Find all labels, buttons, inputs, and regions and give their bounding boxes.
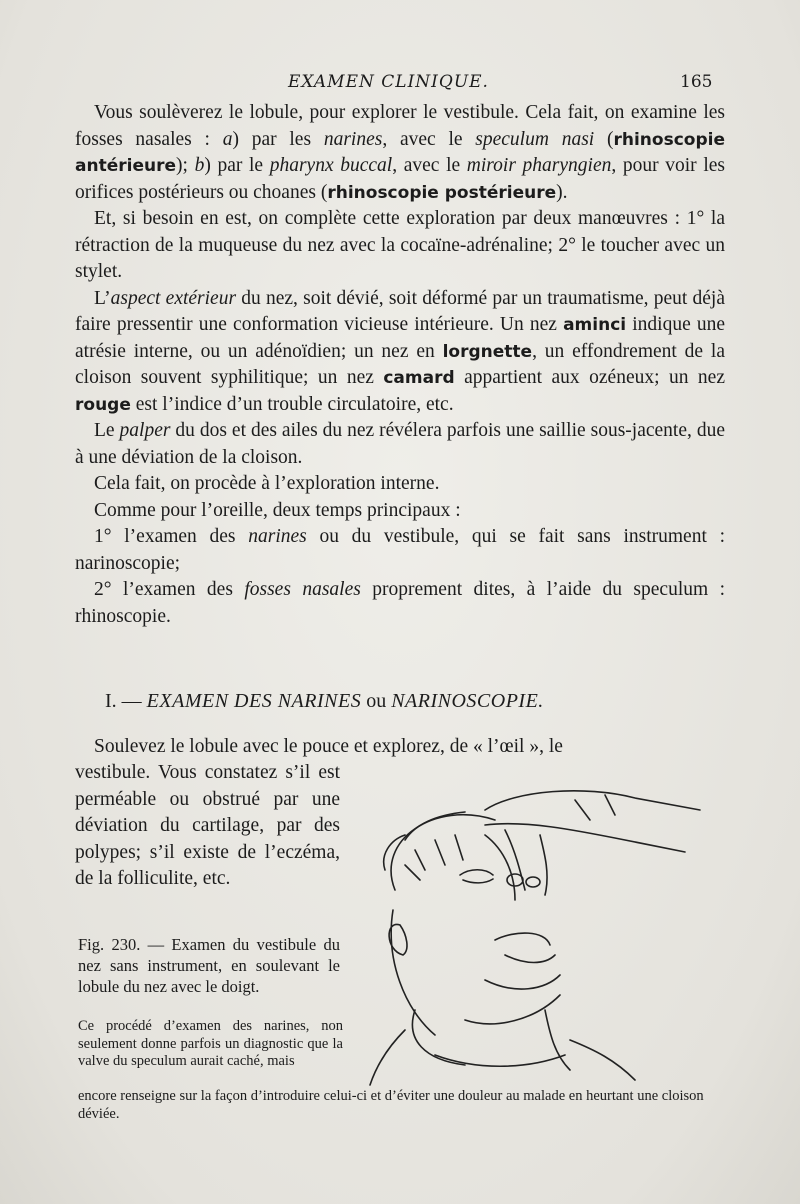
paragraph-4: Le palper du dos et des ailes du nez révélera parfois une saillie sous-jacente, due à une déviation de la cloison. xyxy=(75,420,725,468)
paragraph-5: Cela fait, on procède à l’exploration interne. xyxy=(94,473,440,494)
paragraph-7: 1° l’examen des narines ou du vestibule, qui se fait sans instrument : narinoscopie; xyxy=(75,526,725,574)
intro-line: Soulevez le lobule avec le pouce et explorez, de « l’œil », le xyxy=(94,736,563,757)
paragraph-8: 2° l’examen des fosses nasales proprement dites, à l’aide du speculum : rhinoscopie. xyxy=(75,579,725,627)
paragraph-6: Comme pour l’oreille, deux temps principaux : xyxy=(94,499,461,521)
note-full: encore renseigne sur la façon d’introduire celui-ci et d’éviter une douleur au malade en heurtant une cloison déviée. xyxy=(78,1088,704,1122)
main-text xyxy=(75,100,725,630)
page-number: 165 xyxy=(680,72,713,92)
running-header xyxy=(0,72,800,98)
paragraph-3: L’aspect extérieur du nez, soit dévié, soit déformé par un traumatisme, peut déjà faire pressentir une conformation vicieuse intérieure. Un nez aminci indique une atrésie interne, ou un adénoïdien; un nez en lorgnette, un effondrement de la cloison souvent syphilitique; un nez camard appartient aux ozéneux; un nez rouge est l’indice d’un trouble circulatoire, etc. xyxy=(75,287,726,415)
figure-caption: Fig. 230. — Examen du vestibule du nez sans instrument, en soulevant le lobule du nez avec le doigt. xyxy=(78,935,340,996)
section-heading: I. — EXAMEN DES NARINES ou NARINOSCOPIE. xyxy=(105,690,544,712)
paragraph-1: Vous soulèverez le lobule, pour explorer le vestibule. Cela fait, on examine les fosses nasales : a) par les narines, avec le speculum nasi (rhinoscopie antérieure); b) par le pharynx buccal, avec le miroir pharyngien, pour voir les orifices postérieurs ou choanes (rhinoscopie postérieure). xyxy=(75,102,725,203)
paragraph-2: Et, si besoin en est, on complète cette exploration par deux manœuvres : 1° la rétraction de la muqueuse du nez avec la cocaïne-adrénaline; 2° le toucher avec un stylet. xyxy=(75,208,725,282)
figure-illustration xyxy=(345,780,725,1090)
note-column: Ce procédé d’examen des narines, non seulement donne parfois un diagnostic que la valve du speculum aurait caché, mais xyxy=(78,1018,343,1069)
running-title: EXAMEN CLINIQUE. xyxy=(288,72,489,92)
column-text: vestibule. Vous constatez s’il est perméable ou obstrué par une déviation du cartilage, par des polypes; s’il existe de l’eczéma, de la folliculite, etc. xyxy=(75,762,340,889)
